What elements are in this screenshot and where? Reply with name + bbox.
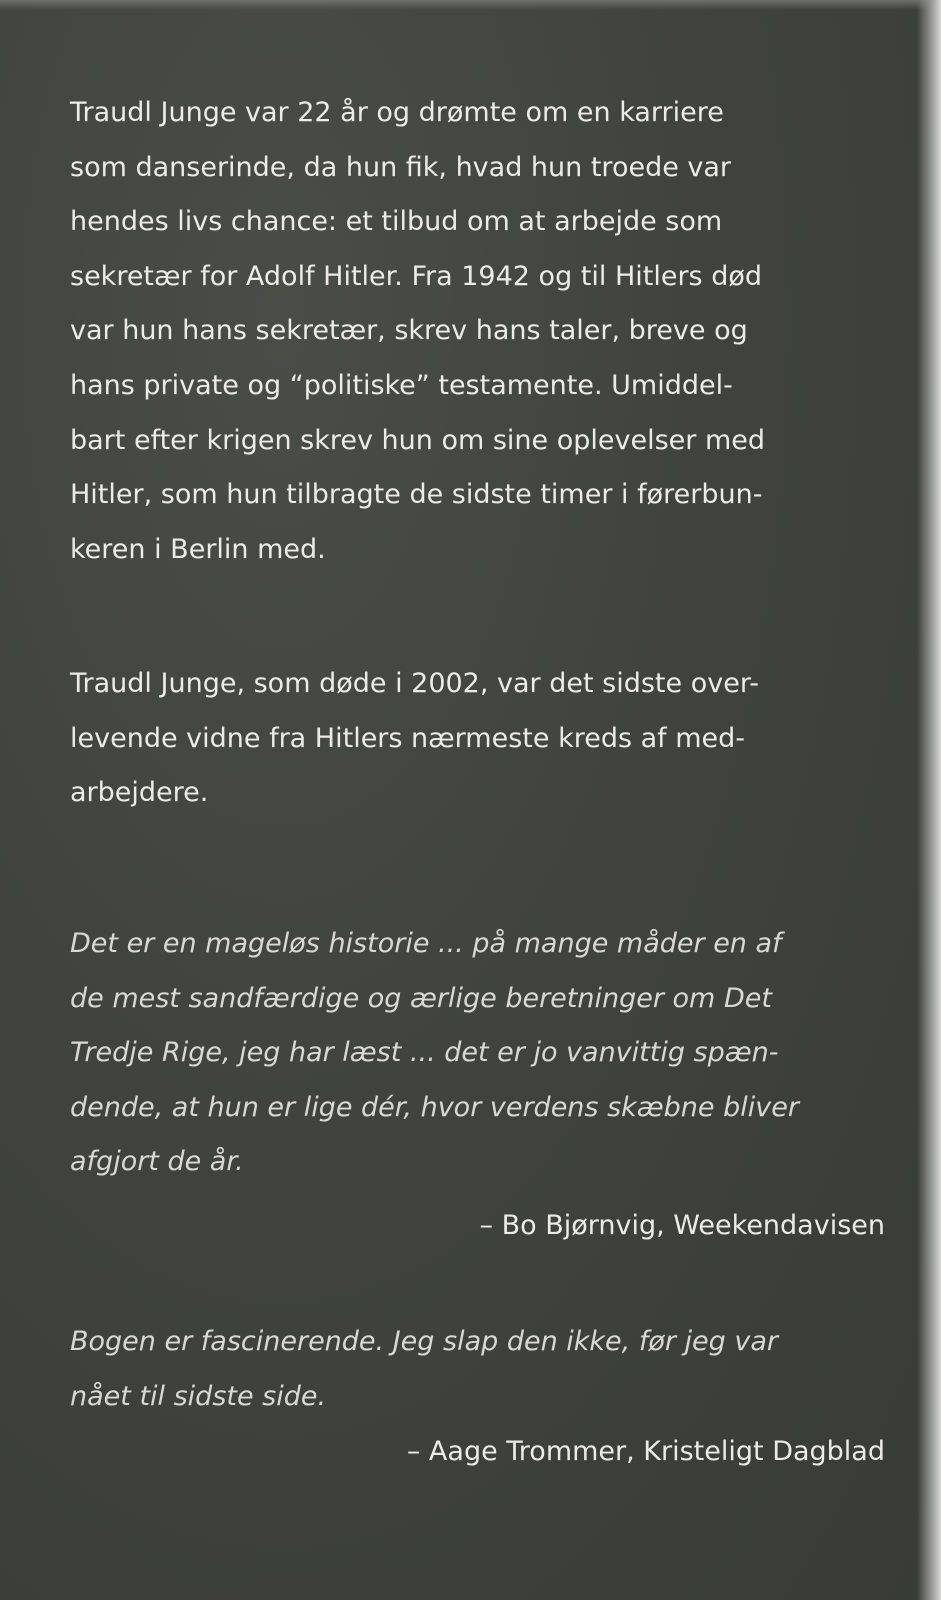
text-line: Traudl Junge, som døde i 2002, var det sidste over- — [70, 668, 759, 699]
text-line: arbejdere. — [70, 777, 209, 809]
text-line: keren i Berlin med. — [70, 533, 326, 565]
quote-line: dende, at hun er lige dér, hvor verdens skæbne bliver — [70, 1091, 799, 1123]
blurb-paragraph-1 — [70, 86, 890, 577]
review-attribution-2: – Aage Trommer, Kristeligt Dagblad — [406, 1436, 885, 1467]
text-line: som danserinde, da hun fik, hvad hun troede var — [70, 151, 732, 183]
review-quote-1 — [70, 917, 890, 1190]
cover-right-edge — [917, 0, 941, 1600]
quote-line: Tredje Rige, jeg har læst ... det er jo vanvittig spæn- — [70, 1037, 779, 1069]
quote-line: de mest sandfærdige og ærlige beretninger om Det — [70, 982, 772, 1014]
text-line: hans private og “politiske” testamente. Umiddel- — [70, 369, 733, 401]
text-line: hendes livs chance: et tilbud om at arbejde som — [70, 206, 723, 238]
text-line: sekretær for Adolf Hitler. Fra 1942 og til Hitlers død — [70, 260, 763, 292]
quote-line: Det er en mageløs historie ... på mange måder en af — [70, 928, 782, 959]
review-quote-2 — [70, 1315, 890, 1424]
quote-line: nået til sidste side. — [70, 1380, 327, 1412]
text-line: var hun hans sekretær, skrev hans taler, breve og — [70, 315, 748, 347]
blurb-paragraph-2 — [70, 657, 890, 821]
text-line: Traudl Junge var 22 år og drømte om en karriere — [70, 97, 724, 128]
quote-line: Bogen er fascinerende. Jeg slap den ikke, før jeg var — [70, 1326, 778, 1357]
text-line: bart efter krigen skrev hun om sine oplevelser med — [70, 424, 766, 456]
review-attribution-1: – Bo Bjørnvig, Weekendavisen — [479, 1210, 885, 1241]
cover-top-edge — [0, 0, 941, 10]
text-line: levende vidne fra Hitlers nærmeste kreds af med- — [70, 722, 746, 754]
text-line: Hitler, som hun tilbragte de sidste timer i førerbun- — [70, 479, 763, 511]
quote-line: afgjort de år. — [70, 1146, 244, 1178]
